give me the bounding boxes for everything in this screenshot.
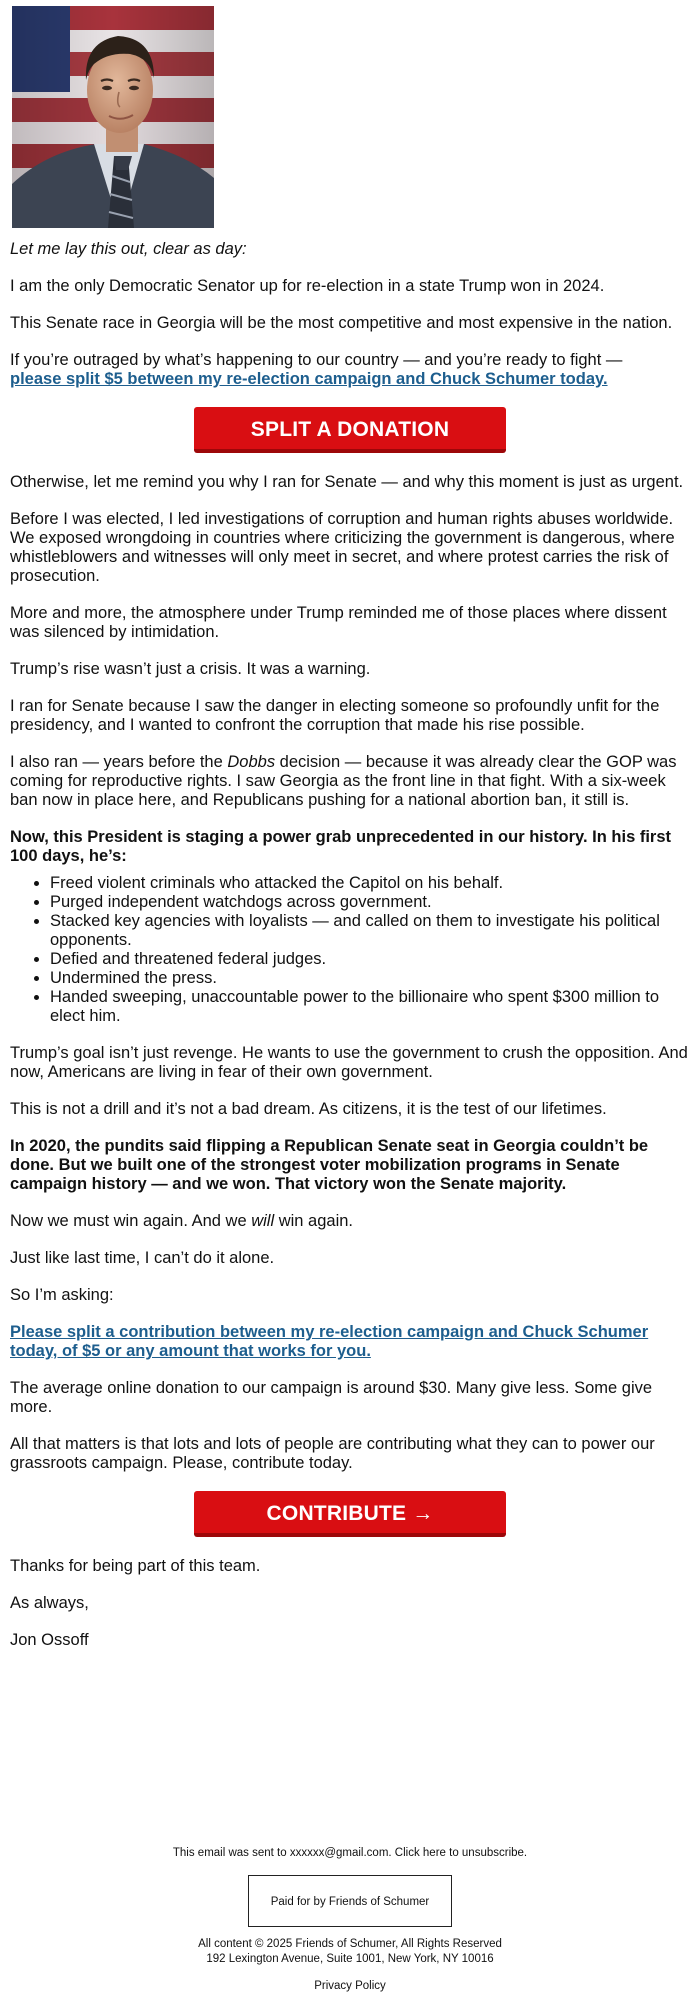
pundits-paragraph: In 2020, the pundits said flipping a Republican Senate seat in Georgia couldn’t be done. But we built one of the strongest voter mobilization programs in Senate campaign history — and we won. That victory won the Senate majority.: [10, 1137, 649, 1193]
paragraph: I ran for Senate because I saw the danger in electing someone so profoundly unfit for the presidency, and I wanted to confront the corruption that made his rise possible.: [10, 697, 660, 734]
power-grab-list: [10, 874, 690, 1026]
list-item: • Stacked key agencies with loyalists — and called on them to investigate his political opponents.: [50, 912, 690, 950]
paragraph: Before I was elected, I led investigations of corruption and human rights abuses worldwide. We exposed wrongdoing in countries where criticizing the government is dangerous, where whistleblowers and witnesses will only meet in secret, and where protest carries the risk of prosecution.: [10, 510, 675, 585]
dobbs-paragraph: [10, 753, 690, 810]
contribute-button[interactable]: CONTRIBUTE →: [194, 1491, 506, 1537]
privacy-policy-link[interactable]: Privacy Policy: [314, 1980, 386, 1992]
contribute-button-row: [10, 1491, 690, 1537]
email-footer: [0, 1846, 700, 1994]
paragraph: Just like last time, I can’t do it alone.: [10, 1249, 275, 1267]
list-item: • Defied and threatened federal judges.: [50, 950, 690, 969]
paragraph: This is not a drill and it’s not a bad dream. As citizens, it is the test of our lifetimes.: [10, 1100, 607, 1118]
senator-portrait: [12, 6, 214, 228]
contribution-link[interactable]: Please split a contribution between my re-election campaign and Chuck Schumer today, of $5 or any amount that works for you.: [10, 1323, 649, 1360]
dobbs-before: I also ran — years before the: [10, 753, 228, 771]
paid-for-box: Paid for by Friends of Schumer: [248, 1875, 452, 1927]
signature: Jon Ossoff: [10, 1631, 89, 1649]
win-again-before: Now we must win again. And we: [10, 1212, 252, 1230]
signoff-line: As always,: [10, 1594, 89, 1612]
power-grab-heading: Now, this President is staging a power grab unprecedented in our history. In his first 100 days, he’s:: [10, 828, 672, 865]
contribution-link-paragraph: [10, 1323, 690, 1361]
intro-line: Let me lay this out, clear as day:: [10, 240, 247, 258]
paragraph: So I’m asking:: [10, 1286, 114, 1304]
list-item: • Undermined the press.: [50, 969, 690, 988]
paragraph: Trump’s rise wasn’t just a crisis. It was a warning.: [10, 660, 371, 678]
paragraph: The average online donation to our campaign is around $30. Many give less. Some give more.: [10, 1379, 653, 1416]
outrage-paragraph: [10, 351, 690, 389]
paragraph: Trump’s goal isn’t just revenge. He wants to use the government to crush the opposition. And now, Americans are living in fear of their own government.: [10, 1044, 688, 1081]
split-donation-button-row: [10, 407, 690, 453]
unsubscribe-notice[interactable]: This email was sent to xxxxxx@gmail.com. Click here to unsubscribe.: [172, 1847, 528, 1859]
win-again-em: will: [251, 1212, 275, 1230]
paragraph: More and more, the atmosphere under Trump reminded me of those places where dissent was silenced by intimidation.: [10, 604, 667, 641]
paragraph: I am the only Democratic Senator up for re-election in a state Trump won in 2024.: [10, 277, 605, 295]
split-donation-button[interactable]: SPLIT A DONATION: [194, 407, 506, 453]
list-item: • Handed sweeping, unaccountable power to the billionaire who spent $300 million to elect him.: [50, 988, 690, 1026]
list-item: • Purged independent watchdogs across government.: [50, 893, 690, 912]
signoff-line: Thanks for being part of this team.: [10, 1557, 261, 1575]
win-again-after: win again.: [274, 1212, 354, 1230]
dobbs-after: decision — because it was already clear the GOP was coming for reproductive rights. I saw Georgia as the front line in that fight. With a six-week ban now in place here, and Republicans pushing for a national abortion ban, it still is.: [10, 753, 677, 809]
paragraph: All that matters is that lots and lots of people are contributing what they can to power our grassroots campaign. Please, contribute today.: [10, 1435, 655, 1472]
copyright-line: All content © 2025 Friends of Schumer, All Rights Reserved: [198, 1938, 502, 1950]
paragraph: This Senate race in Georgia will be the most competitive and most expensive in the nation.: [10, 314, 673, 332]
outrage-text: If you’re outraged by what’s happening to our country — and you’re ready to fight —: [10, 351, 623, 369]
list-item: • Freed violent criminals who attacked the Capitol on his behalf.: [50, 874, 690, 893]
address-line: 192 Lexington Avenue, Suite 1001, New York, NY 10016: [206, 1953, 494, 1965]
split-five-link[interactable]: please split $5 between my re-election campaign and Chuck Schumer today.: [10, 370, 608, 388]
dobbs-em: Dobbs: [227, 753, 276, 771]
paragraph: Otherwise, let me remind you why I ran for Senate — and why this moment is just as urgent.: [10, 473, 684, 491]
win-again-paragraph: [10, 1212, 690, 1231]
